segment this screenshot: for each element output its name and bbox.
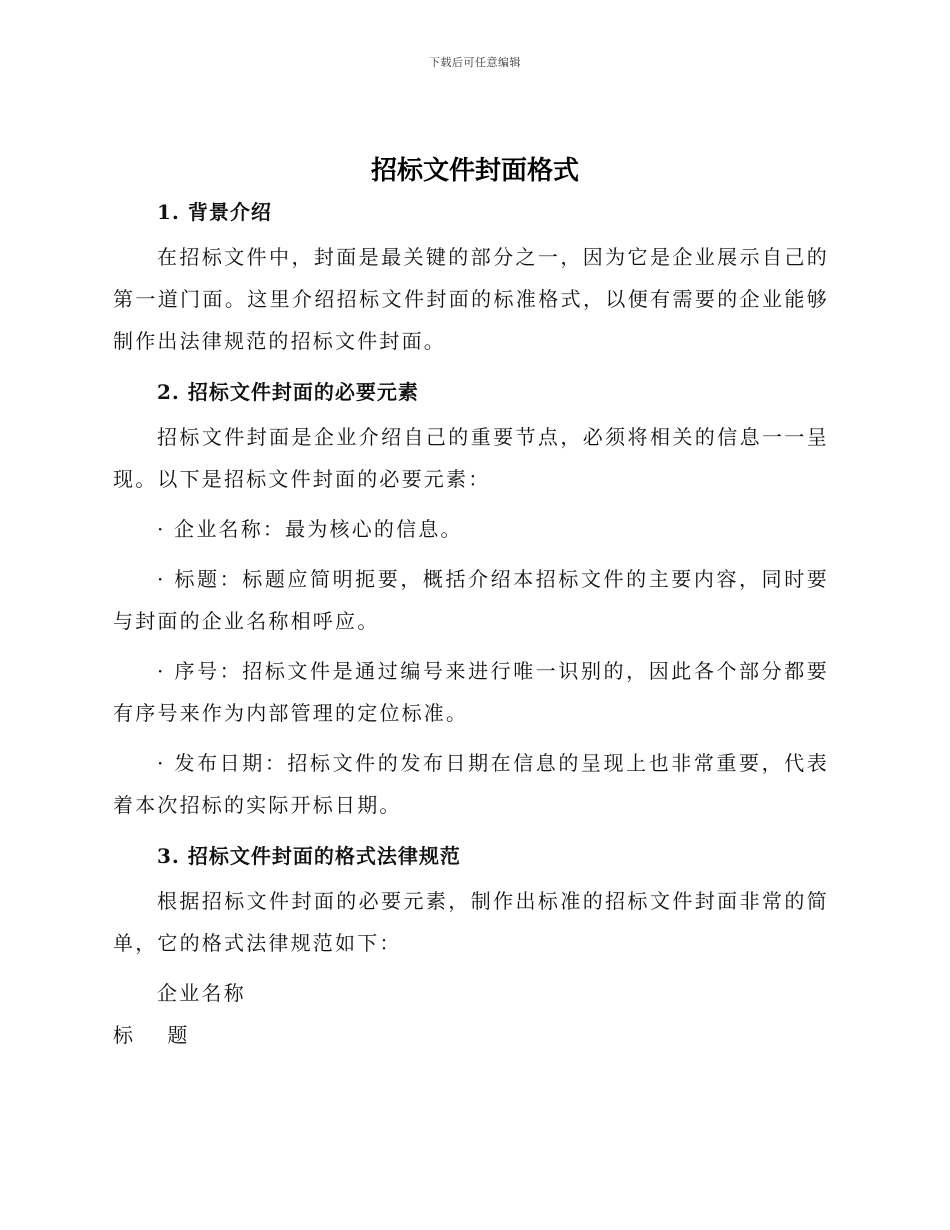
section-3-line-title: 标 题	[113, 1023, 202, 1047]
section-1-heading: 1. 背景介绍	[157, 200, 272, 224]
section-2-bullet-company-name: · 企业名称：最为核心的信息。	[157, 517, 463, 541]
section-2-bullet-release-date: · 发布日期：招标文件的发布日期在信息的呈现上也非常重要，代表着本次招标的实际开标日期。	[113, 751, 829, 817]
section-3-paragraph-1: 根据招标文件封面的必要元素，制作出标准的招标文件封面非常的简单，它的格式法律规范如下：	[113, 889, 829, 955]
document-body	[113, 198, 829, 1056]
section-3-line-company-name: 企业名称	[157, 981, 246, 1005]
section-2-paragraph-1: 招标文件封面是企业介绍自己的重要节点，必须将相关的信息一一呈现。以下是招标文件封面的必要元素：	[113, 425, 829, 491]
section-3-heading: 3. 招标文件封面的格式法律规范	[157, 844, 461, 868]
page-header-note: 下载后可任意编辑	[429, 56, 521, 69]
section-2-bullet-title: · 标题：标题应简明扼要，概括介绍本招标文件的主要内容，同时要与封面的企业名称相呼应。	[113, 567, 829, 633]
page-title: 招标文件封面格式	[370, 156, 579, 186]
section-1-paragraph-1: 在招标文件中，封面是最关键的部分之一，因为它是企业展示自己的第一道门面。这里介绍招标文件封面的标准格式，以便有需要的企业能够制作出法律规范的招标文件封面。	[113, 245, 829, 353]
section-2-heading: 2. 招标文件封面的必要元素	[157, 380, 419, 404]
section-2-bullet-serial-number: · 序号：招标文件是通过编号来进行唯一识别的，因此各个部分都要有序号来作为内部管理的定位标准。	[113, 659, 829, 725]
